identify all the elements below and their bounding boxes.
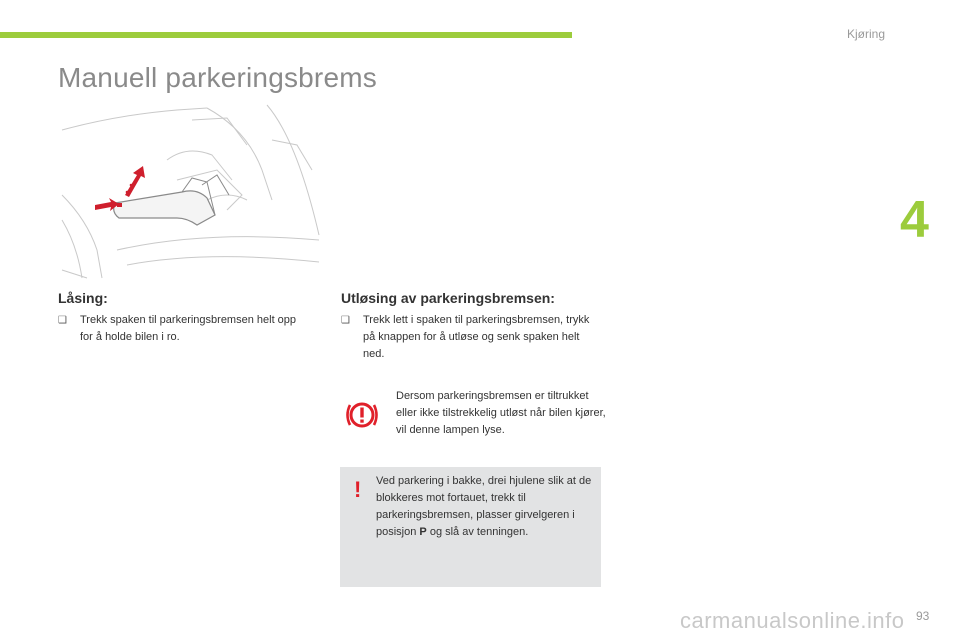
locking-text: Trekk spaken til parkeringsbremsen helt opp for å holde bilen i ro. [80,314,297,343]
note-box [340,467,601,587]
note-text [376,473,598,541]
release-text: Trekk lett i spaken til parkeringsbremsen, trykk på knappen for å utløse og senk spaken helt ned. [363,314,590,360]
note-text-part: Ved parkering i bakke, drei hjulene slik at de blokkeres mot fortauet, trekk til parkeringsbremsen, plasser girvelgeren i posisjon [376,475,592,538]
gear-position-label: P [419,526,427,538]
brake-warning-light-icon [345,398,379,432]
page-number: 93 [916,609,930,623]
page-title: Manuell parkeringsbrems [58,62,377,93]
watermark: carmanualsonline.info [680,608,905,633]
exclamation-icon: ! [354,477,362,502]
note-text-part: og slå av tenningen. [426,526,529,538]
bullet-marker-icon: ❑ [341,315,350,326]
locking-instruction [58,312,308,346]
locking-heading: Låsing: [58,290,108,306]
release-instruction [341,312,596,363]
warning-light-text: Dersom parkeringsbremsen er tiltrukket eller ikke tilstrekkelig utløst når bilen kjører, vil denne lampen lyse. [396,390,606,436]
release-heading: Utløsing av parkeringsbremsen: [341,290,555,306]
top-accent-bar [0,32,572,38]
section-title: Kjøring [846,27,885,41]
bullet-marker-icon: ❑ [58,315,67,326]
chapter-number: 4 [900,191,929,249]
handbrake-illustration [57,100,322,280]
